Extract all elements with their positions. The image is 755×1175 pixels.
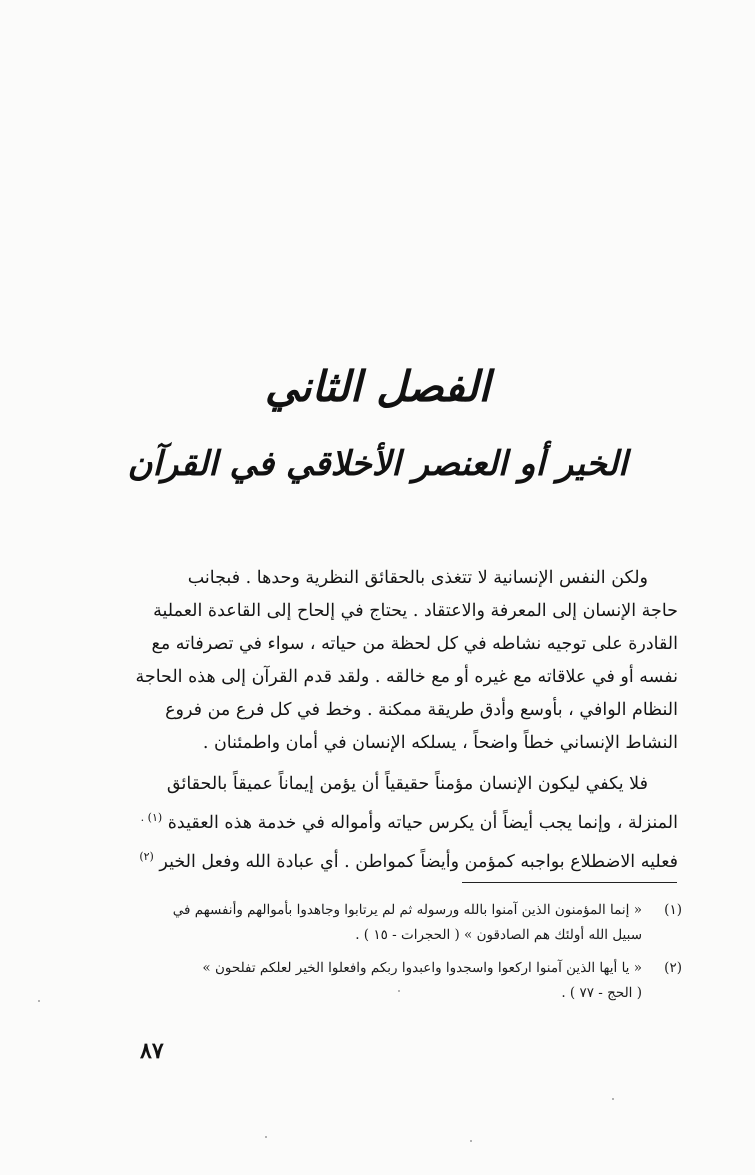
footnote-line: سبيل الله أولئك هم الصادقون » ( الحجرات - ١٥ ) . [355, 927, 642, 943]
paragraph-1 [130, 562, 678, 760]
text-line: نفسه أو في علاقاته مع غيره أو مع خالقه . ولقد قدم القرآن إلى هذه الحاجة [135, 667, 678, 687]
footnote-number: (٢) [664, 960, 682, 976]
paragraph-2 [130, 768, 678, 879]
footnote-ref-1: (١) . [140, 811, 163, 824]
text-line: فلا يكفي ليكون الإنسان مؤمناً حقيقياً أن يؤمن إيماناً عميقاً بالحقائق [166, 774, 648, 794]
footnote-2 [136, 956, 682, 1006]
text-line: حاجة الإنسان إلى المعرفة والاعتقاد . يحتاج في إلحاح إلى القاعدة العملية [153, 601, 678, 621]
footnote-line: ( الحج - ٧٧ ) . [561, 985, 642, 1001]
footnote-line: « إنما المؤمنون الذين آمنوا بالله ورسوله ثم لم يرتابوا وجاهدوا بأموالهم وأنفسهم في [172, 902, 642, 918]
scan-speck [398, 990, 400, 992]
text-line: ولكن النفس الإنسانية لا تتغذى بالحقائق النظرية وحدها . فبجانب [187, 568, 648, 588]
footnote-number: (١) [664, 902, 682, 918]
scan-speck [265, 1136, 267, 1138]
footnote-1 [136, 898, 682, 948]
text-line: القادرة على توجيه نشاطه في كل لحظة من حياته ، سواء في تصرفاته مع [151, 634, 678, 654]
body-text [130, 562, 678, 879]
text-line: النظام الوافي ، بأوسع وأدق طريقة ممكنة . وخط في كل فرع من فروع [165, 700, 678, 720]
text-line-content: فعليه الاضطلاع بواجبه كمؤمن وأيضاً كمواطن . أي عبادة الله وفعل الخير [159, 851, 678, 872]
text-line-content: المنزلة ، وإنما يجب أيضاً أن يكرس حياته وأمواله في خدمة هذه العقيدة [167, 812, 678, 833]
scan-speck [470, 1140, 472, 1142]
page-number: ٨٧ [140, 1038, 164, 1064]
footnote-separator [462, 882, 677, 883]
footnote-line: « يا أيها الذين آمنوا اركعوا واسجدوا واعبدوا ربكم وافعلوا الخير لعلكم تفلحون » [202, 960, 642, 976]
chapter-title: الفصل الثاني [264, 362, 491, 411]
chapter-subtitle: الخير أو العنصر الأخلاقي في القرآن [127, 444, 628, 484]
footnotes [136, 898, 682, 1014]
scan-speck [38, 1000, 40, 1002]
scan-speck [612, 1098, 614, 1100]
text-line: النشاط الإنساني خطاً واضحاً ، يسلكه الإنسان في أمان واطمئنان . [202, 733, 678, 753]
text-line [130, 840, 678, 879]
footnote-ref-2: (٢) [139, 849, 154, 863]
text-line [130, 801, 678, 840]
